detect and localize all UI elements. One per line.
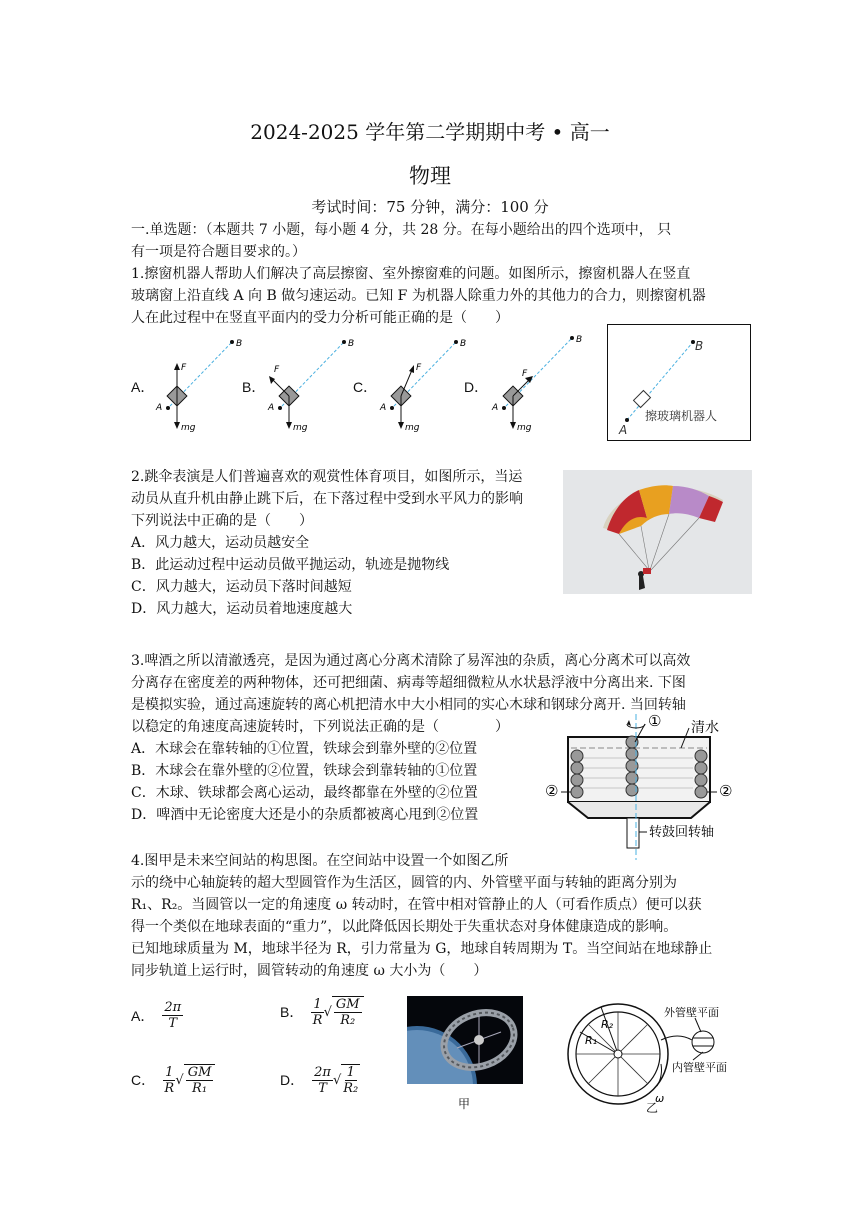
- q4-caption-jia: 甲: [458, 1097, 471, 1111]
- q4-option-b[interactable]: B． $\frac{1}{R}$ √ $\frac{GM}{\text{R₂}}$: [280, 996, 364, 1028]
- q4-stem-1: 4.图甲是未来空间站的构思图。在空间站中设置一个如图乙所: [131, 853, 509, 869]
- q1-diagram-d: [486, 332, 596, 436]
- q3-label-axis: 转鼓回转轴: [649, 825, 715, 840]
- q1-diagram-a: [150, 332, 250, 436]
- q4a-fraction: $\frac{2\pi}{T}$: [164, 1000, 182, 1031]
- q1d-label-mg: mg: [517, 423, 532, 433]
- section-instructions-2: 有一项是符合题目要求的。）: [131, 244, 306, 260]
- q4d-sqrt: √ $\frac{1}{\text{R₂}}$: [332, 1065, 359, 1096]
- exam-info: 考试时间：75 分钟，满分：100 分: [311, 198, 549, 216]
- q4-option-a[interactable]: A． $\frac{2\pi}{T}$: [131, 1000, 182, 1031]
- q1a-label-a: A: [156, 403, 163, 413]
- q1c-label-f: F: [416, 363, 422, 373]
- q3-label-2-right: ②: [719, 782, 733, 800]
- q1-option-c[interactable]: C．: [353, 379, 378, 395]
- q2-parachute-photo: [563, 470, 752, 594]
- q4-option-d[interactable]: D． $\frac{2\pi}{T}$ √ $\frac{1}{\text{R₂}}$: [280, 1064, 359, 1096]
- q4c-sqrt: √ $\frac{GM}{\text{R₁}}$: [175, 1064, 215, 1096]
- q4-space-station-photo: [407, 996, 523, 1084]
- q3-option-b[interactable]: B．木球会在靠外壁的②位置，铁球会到靠转轴的①位置: [131, 763, 478, 779]
- q4c-fraction: $\frac{1}{R}$: [164, 1064, 175, 1096]
- q4b-fraction: $\frac{1}{R}$: [312, 996, 323, 1028]
- q1a-label-b: B: [236, 339, 243, 349]
- q1-stem-3: 人在此过程中在竖直平面内的受力分析可能正确的是（ ）: [131, 310, 509, 326]
- q1-diagram-c: [374, 332, 474, 436]
- q2-stem-2: 动员从直升机由静止跳下后，在下落过程中受到水平风力的影响: [131, 491, 523, 507]
- q4-label-r1: R₁: [585, 1034, 598, 1047]
- q1d-label-a: A: [492, 403, 499, 413]
- q4-option-c[interactable]: C． $\frac{1}{R}$ √ $\frac{GM}{\text{R₁}}$: [131, 1064, 215, 1096]
- q3-label-2-left: ②: [545, 782, 559, 800]
- q1-diagram-b: [262, 332, 362, 436]
- q1c-label-mg: mg: [405, 423, 420, 433]
- q4-stem-2: 示的绕中心轴旋转的超大型圆管作为生活区，圆管的内、外管壁平面与转轴的距离分别为: [131, 875, 677, 891]
- q4-stem-6: 同步轨道上运行时，圆管转动的角速度 ω 大小为（ ）: [131, 963, 488, 979]
- q3-stem-2: 分离存在密度差的两种物体，还可把细菌、病毒等超细微粒从水状悬浮液中分离出来. 下图: [131, 675, 686, 691]
- q3-label-water: 清水: [691, 720, 719, 736]
- q3-option-d[interactable]: D．啤酒中无论密度大还是小的杂质都被离心甩到②位置: [131, 807, 479, 823]
- q3-stem-3: 是模拟实验，通过高速旋转的离心机把清水中大小相同的实心木球和钢球分离开. 当回转轴: [131, 697, 686, 713]
- q3-label-1: ①: [648, 712, 662, 730]
- q1b-label-b: B: [348, 339, 355, 349]
- q1c-label-b: B: [460, 339, 467, 349]
- q2-stem-1: 2.跳伞表演是人们普遍喜欢的观赏性体育项目，如图所示，当运: [131, 469, 523, 485]
- q2-option-d[interactable]: D．风力越大，运动员着地速度越大: [131, 601, 353, 617]
- q1b-label-mg: mg: [293, 423, 308, 433]
- q4-caption-yi: 乙: [646, 1101, 659, 1115]
- q4-label-inner: 内管壁平面: [672, 1061, 727, 1074]
- q4-label-r2: R₂: [601, 1018, 614, 1031]
- q1d-label-b: B: [576, 335, 583, 345]
- q1b-label-f: F: [274, 365, 280, 375]
- q1a-label-mg: mg: [181, 423, 196, 433]
- q4-label-outer: 外管壁平面: [664, 1006, 719, 1019]
- subject-title: 物理: [409, 164, 451, 188]
- q3-stem-1: 3.啤酒之所以清澈透亮，是因为通过离心分离术清除了易浑浊的杂质，离心分离术可以高效: [131, 653, 691, 669]
- q1-option-d[interactable]: D．: [464, 379, 489, 395]
- exam-title: 2024-2025 学年第二学期期中考 • 高一: [250, 120, 610, 144]
- q2-option-c[interactable]: C．风力越大，运动员下落时间越短: [131, 579, 352, 595]
- q1c-label-a: A: [380, 403, 387, 413]
- q1a-label-f: F: [181, 363, 187, 373]
- q4-label-omega: ω: [655, 1092, 665, 1105]
- q1ref-label-a: A: [619, 423, 628, 437]
- q1-stem-2: 玻璃窗上沿直线 A 向 B 做匀速运动。已知 F 为机器人除重力外的其他力的合力，则擦窗机器: [131, 288, 706, 304]
- q4-stem-4: 得一个类似在地球表面的“重力”，以此降低因长期处于失重状态对身体健康造成的影响。: [131, 919, 678, 935]
- q3-option-c[interactable]: C．木球、铁球都会离心运动，最终都靠在外壁的②位置: [131, 785, 478, 801]
- q1b-label-a: A: [268, 403, 275, 413]
- q3-option-a[interactable]: A．木球会在靠转轴的①位置，铁球会到靠外壁的②位置: [131, 741, 478, 757]
- section-instructions-1: 一.单选题：（本题共 7 小题，每小题 4 分，共 28 分。在每小题给出的四个选项中， 只: [131, 222, 672, 238]
- q1d-label-f: F: [522, 369, 528, 379]
- q1-stem-1: 1.擦窗机器人帮助人们解决了高层擦窗、室外擦窗难的问题。如图所示，擦窗机器人在竖直: [131, 266, 691, 282]
- q1ref-label-b: B: [695, 339, 704, 353]
- q1-option-b[interactable]: B．: [242, 379, 266, 395]
- q4-stem-3: R₁、R₂。当圆管以一定的角速度 ω 转动时，在管中相对管静止的人（可看作质点）便可以获: [131, 897, 702, 913]
- q1-reference-figure: [607, 324, 751, 441]
- q2-stem-3: 下列说法中正确的是（ ）: [131, 513, 313, 529]
- q4-ring-diagram: [563, 992, 753, 1110]
- q4-stem-5: 已知地球质量为 M，地球半径为 R，引力常量为 G，地球自转周期为 T。当空间站在地球静止: [131, 941, 713, 957]
- q3-centrifuge-figure: [543, 712, 753, 862]
- q2-option-a[interactable]: A．风力越大，运动员越安全: [131, 535, 310, 551]
- q4b-sqrt: √ $\frac{GM}{\text{R₂}}$: [324, 996, 364, 1028]
- q4d-fraction: $\frac{2\pi}{T}$: [314, 1064, 331, 1096]
- q1-option-a[interactable]: A．: [131, 379, 155, 395]
- q3-stem-4: 以稳定的角速度高速旋转时，下列说法正确的是（ ）: [131, 719, 509, 735]
- q1ref-caption: 擦玻璃机器人: [645, 409, 718, 423]
- q2-option-b[interactable]: B．此运动过程中运动员做平抛运动，轨迹是抛物线: [131, 557, 450, 573]
